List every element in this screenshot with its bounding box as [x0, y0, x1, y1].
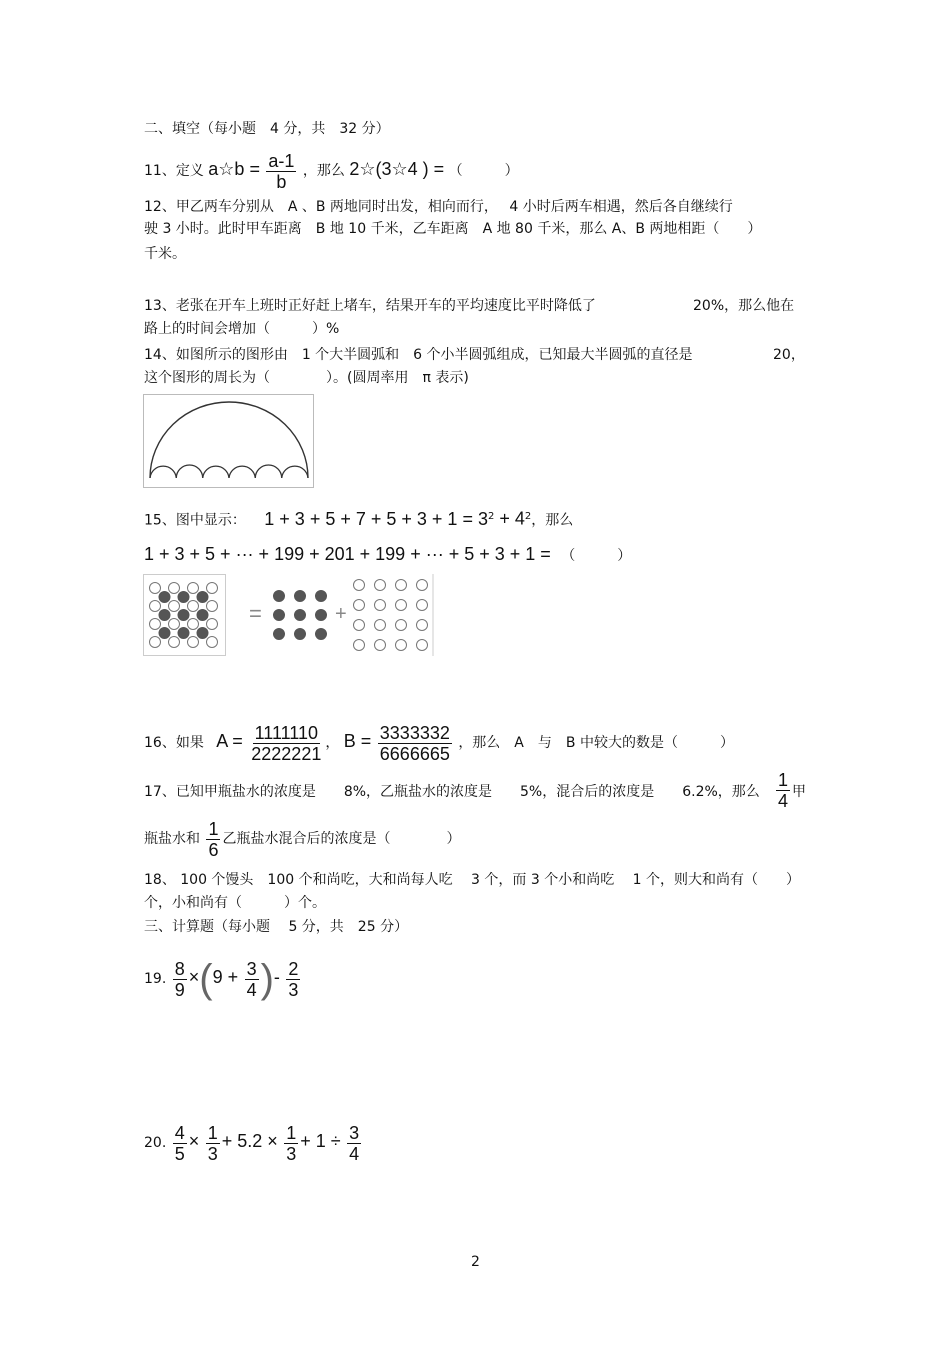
q19-f1-den: 9 [174, 979, 185, 1000]
filled-dot [316, 629, 327, 640]
q19-f2-den: 4 [246, 979, 257, 1000]
hollow-dot [396, 600, 407, 611]
q20-number: 20. [144, 1135, 167, 1151]
q11-label: 11、定义 [144, 163, 204, 179]
question-15-line-2 [144, 545, 631, 565]
page-number: 2 [471, 1254, 480, 1270]
hollow-dot [417, 620, 428, 631]
filled-dot [295, 591, 306, 602]
q20-fraction-4 [347, 1123, 361, 1164]
hollow-dot [150, 583, 161, 594]
q11-answer-blank: （ ） [448, 163, 519, 179]
q17-line-1: 17、已知甲瓶盐水的浓度是 8%，乙瓶盐水的浓度是 5%，混合后的浓度是 6.2%，那么 [144, 784, 760, 800]
q15-expr-2: 1 + 3 + 5 + ··· + 199 + 201 + 199 + ··· + 5 + 3 + 1 = [144, 544, 551, 564]
q14-line-1b: 20， [773, 347, 805, 363]
question-15-line-1 [144, 508, 573, 530]
hollow-dot [169, 583, 180, 594]
q16-comma: ， [325, 735, 340, 751]
q16-a-fraction [249, 723, 323, 764]
hollow-dot [354, 620, 365, 631]
hollow-dot [188, 583, 199, 594]
filled-dot [159, 628, 170, 639]
question-20 [144, 1116, 363, 1168]
q20-fraction-1 [173, 1123, 187, 1164]
q20-tail: + 1 ÷ [300, 1131, 341, 1151]
q15-exp-1: 2 [487, 511, 495, 522]
hollow-dot [207, 637, 218, 648]
q12-line-1: 12、甲乙两车分别从 A 、B 两地同时出发，相向而行， 4 小时后两车相遇，然后各自继续行 [144, 199, 733, 215]
plus-sign: + [335, 603, 347, 625]
hollow-dot [188, 637, 199, 648]
filled-dot [316, 591, 327, 602]
q19-number: 19. [144, 971, 167, 987]
q17-jia: 甲 [792, 784, 806, 800]
hollow-dot [417, 640, 428, 651]
hollow-dot [188, 619, 199, 630]
q12-line-2: 驶 3 小时。此时甲车距离 B 地 10 千米，乙车距离 A 地 80 千米，那么 A、B 两地相距（ ） [144, 221, 762, 237]
question-19 [144, 952, 302, 1004]
hollow-dot [354, 640, 365, 651]
q15-expr-1: 1 + 3 + 5 + 7 + 5 + 3 + 1 = 3 [264, 508, 488, 529]
filled-dot [197, 592, 208, 603]
left-overlap-grid [150, 583, 218, 648]
q17-suffix-2: 乙瓶盐水混合后的浓度是（ ） [222, 831, 461, 847]
q20-f2-den: 3 [207, 1143, 218, 1164]
q17-fraction-1-wrap [774, 770, 792, 811]
q15-prefix: 15、图中显示： [144, 512, 246, 529]
q19-f1-num: 8 [174, 958, 185, 979]
large-semicircle-arc [150, 402, 308, 478]
hollow-dot [354, 580, 365, 591]
q16-a-num: 1111110 [254, 722, 318, 743]
q20-fraction-2 [206, 1123, 220, 1164]
q16-b-label: B = [343, 731, 372, 751]
q17-f1-den: 4 [778, 791, 789, 811]
q16-b-fraction [378, 723, 452, 764]
hollow-dot [150, 637, 161, 648]
q19-fraction-3 [286, 959, 300, 1000]
filled-dot [274, 610, 285, 621]
q17-fraction-2 [206, 819, 220, 860]
q16-a-den: 2222221 [251, 743, 322, 764]
q16-a-label: A = [216, 731, 243, 751]
q19-nine: 9 + [212, 967, 239, 987]
q20-times-1: × [188, 1131, 200, 1151]
filled-dot [274, 591, 285, 602]
q20-f1-num: 4 [174, 1122, 185, 1143]
q20-f4-num: 3 [349, 1122, 360, 1143]
q13-line-2: 路上的时间会增加（ ）% [144, 321, 340, 337]
q17-f2-num: 1 [208, 818, 219, 839]
q13-line-1a: 13、老张在开车上班时正好赶上堵车，结果开车的平均速度比平时降低了 [144, 298, 596, 314]
q16-b-num: 3333332 [379, 722, 450, 743]
q15-suffix: ，那么 [531, 512, 574, 529]
q15-exp-2: 2 [524, 511, 532, 522]
q20-f3-num: 1 [286, 1122, 297, 1143]
hollow-dot [207, 583, 218, 594]
filled-dot [295, 629, 306, 640]
q16-suffix: ，那么 A 与 B 中较大的数是（ ） [458, 735, 734, 751]
q16-prefix: 16、如果 [144, 735, 204, 751]
hollow-dot [396, 580, 407, 591]
q19-times: × [188, 967, 200, 987]
q17-fraction-1 [776, 770, 790, 811]
hollow-dot [417, 580, 428, 591]
q15-answer-blank: （ ） [561, 548, 632, 564]
filled-dot [178, 592, 189, 603]
filled-dot [316, 610, 327, 621]
q19-f3-num: 2 [288, 958, 299, 979]
equals-sign: = [249, 601, 262, 626]
hollow-dot [207, 601, 218, 612]
q20-mid: + 5.2 × [221, 1131, 278, 1151]
q20-f1-den: 5 [174, 1143, 185, 1164]
q11-frac-den: b [276, 171, 287, 192]
hollow-dot [188, 601, 199, 612]
q11-lhs: a☆b = [208, 159, 260, 179]
q17-line-2 [144, 816, 460, 862]
hollow-dot [169, 601, 180, 612]
q19-left-paren: ( [199, 957, 213, 1001]
q17-prefix-2: 瓶盐水和 [144, 831, 200, 847]
small-semicircle-arcs [150, 465, 308, 478]
q19-f2-num: 3 [246, 958, 257, 979]
hollow-dot [375, 620, 386, 631]
hollow-dot [396, 640, 407, 651]
question-16 [144, 716, 734, 768]
q19-fraction-2 [245, 959, 259, 1000]
q15-plus-4: + 4 [494, 508, 525, 529]
q11-fraction [266, 151, 296, 192]
semicircle-figure [143, 394, 315, 488]
q11-expr: 2☆(3☆4 ) = [349, 159, 445, 179]
hollow-dot [354, 600, 365, 611]
q11-mid: ，那么 [302, 163, 345, 179]
q13-line-1b: 20%，那么他在 [693, 298, 795, 314]
q17-f1-num: 1 [778, 770, 789, 790]
dot-pattern-figure [143, 574, 435, 656]
hollow-dot [207, 619, 218, 630]
hollow-dot [375, 600, 386, 611]
q18-line-1: 18、 100 个馒头 100 个和尚吃，大和尚每人吃 3 个，而 3 个小和尚吃 1 个，则大和尚有（ ） [144, 872, 801, 888]
q12-line-3: 千米。 [144, 246, 186, 262]
q14-line-1a: 14、如图所示的图形由 1 个大半圆弧和 6 个小半圆弧组成，已知最大半圆弧的直径是 [144, 347, 693, 363]
q19-f3-den: 3 [288, 979, 299, 1000]
question-11 [144, 146, 519, 194]
filled-dot [197, 610, 208, 621]
hollow-dot [375, 640, 386, 651]
q20-f4-den: 4 [349, 1143, 360, 1164]
q19-minus: - [273, 967, 280, 987]
filled-dot [197, 628, 208, 639]
hollow-dot [169, 619, 180, 630]
hollow-dot [375, 580, 386, 591]
q20-f3-den: 3 [286, 1143, 297, 1164]
q17-f2-den: 6 [208, 839, 219, 860]
section-2-heading: 二、填空（每小题 4 分，共 32 分） [144, 121, 390, 137]
filled-dot [295, 610, 306, 621]
q19-fraction-1 [173, 959, 187, 1000]
hollow-dot [150, 601, 161, 612]
hollow-dot-grid [354, 580, 428, 651]
q20-f2-num: 1 [207, 1122, 218, 1143]
q20-fraction-3 [284, 1123, 298, 1164]
q14-line-2: 这个图形的周长为（ ）。(圆周率用 π 表示) [144, 370, 469, 386]
section-3-heading: 三、计算题（每小题 5 分，共 25 分） [144, 919, 409, 935]
q11-frac-num: a-1 [268, 150, 295, 171]
filled-dot [159, 610, 170, 621]
filled-dot [178, 610, 189, 621]
hollow-dot [169, 637, 180, 648]
filled-dot-grid [274, 591, 327, 640]
hollow-dot [150, 619, 161, 630]
hollow-dot [396, 620, 407, 631]
filled-dot [274, 629, 285, 640]
hollow-dot [417, 600, 428, 611]
filled-dot [159, 592, 170, 603]
filled-dot [178, 628, 189, 639]
q19-right-paren: ) [260, 957, 274, 1001]
q16-b-den: 6666665 [379, 743, 450, 764]
q18-line-2: 个，小和尚有（ ）个。 [144, 895, 326, 911]
